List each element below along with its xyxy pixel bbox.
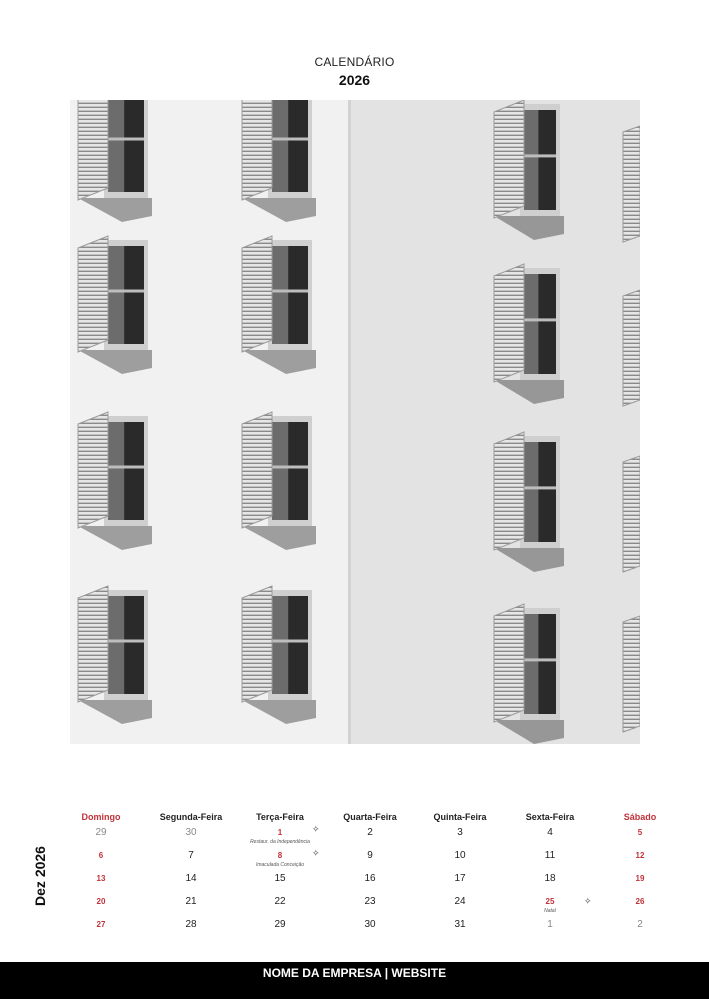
day-cell: 30	[185, 827, 197, 838]
week-row	[62, 873, 707, 896]
day-cell: 23	[364, 896, 376, 907]
sparkle-icon: ✧	[312, 824, 320, 834]
day-cell: 5	[637, 828, 643, 837]
calendar-year: 2026	[338, 72, 371, 88]
day-number: 25	[545, 897, 555, 906]
day-cell: 12	[635, 851, 645, 860]
day-cell: 3	[457, 827, 463, 838]
building-shutters-photo	[70, 100, 640, 744]
day-cell: 22	[274, 896, 286, 907]
day-cell: 1	[547, 919, 553, 930]
day-cell: 10	[454, 850, 466, 861]
footer-bar	[0, 962, 709, 999]
footer-text: NOME DA EMPRESA | WEBSITE	[262, 966, 447, 980]
week-row	[62, 919, 707, 942]
week-row	[62, 827, 707, 850]
day-cell: 13	[96, 874, 106, 883]
weekday-friday: Sexta-Feira	[525, 812, 575, 822]
day-cell: 14	[185, 873, 197, 884]
weekday-wednesday: Quarta-Feira	[343, 812, 397, 822]
day-cell: 6	[98, 851, 104, 860]
day-cell: 16	[364, 873, 376, 884]
day-cell: 30	[364, 919, 376, 930]
calendar-title: CALENDÁRIO	[314, 55, 395, 69]
cover-photo	[70, 100, 640, 744]
weekday-saturday: Sábado	[623, 812, 657, 822]
day-cell: 20	[96, 897, 106, 906]
weekday-monday: Segunda-Feira	[159, 812, 223, 822]
day-cell: 17	[454, 873, 466, 884]
day-cell: 24	[454, 896, 466, 907]
day-cell: 15	[274, 873, 286, 884]
day-cell: 29	[274, 919, 286, 930]
day-number: 8	[277, 851, 283, 860]
holiday-name: Restaur. da Independência	[250, 839, 310, 845]
day-cell: 4	[547, 827, 553, 838]
holiday-name: Imaculada Conceição	[255, 862, 305, 868]
day-cell: 18	[544, 873, 556, 884]
day-cell: 26	[635, 897, 645, 906]
weekday-header	[62, 812, 707, 827]
holiday-name: Natal	[544, 908, 556, 914]
day-cell: 19	[635, 874, 645, 883]
day-cell: 28	[185, 919, 197, 930]
day-number: 1	[277, 828, 283, 837]
day-cell: 2	[367, 827, 373, 838]
day-cell: 29	[95, 827, 107, 838]
day-cell: 11	[544, 850, 556, 861]
day-cell: 27	[96, 920, 106, 929]
sparkle-icon: ✧	[312, 848, 320, 858]
week-row	[62, 896, 707, 919]
weekday-thursday: Quinta-Feira	[433, 812, 487, 822]
day-cell: 9	[367, 850, 373, 861]
weekday-tuesday: Terça-Feira	[256, 812, 304, 822]
day-cell: 2	[637, 919, 643, 930]
day-cell-holiday	[504, 896, 596, 914]
week-row	[62, 850, 707, 873]
month-label: Dez 2026	[32, 846, 48, 906]
day-cell: 31	[454, 919, 466, 930]
weekday-sunday: Domingo	[81, 812, 121, 822]
sparkle-icon: ✧	[584, 896, 592, 906]
day-cell: 7	[188, 850, 194, 861]
day-cell: 21	[185, 896, 197, 907]
calendar-grid	[62, 812, 707, 942]
